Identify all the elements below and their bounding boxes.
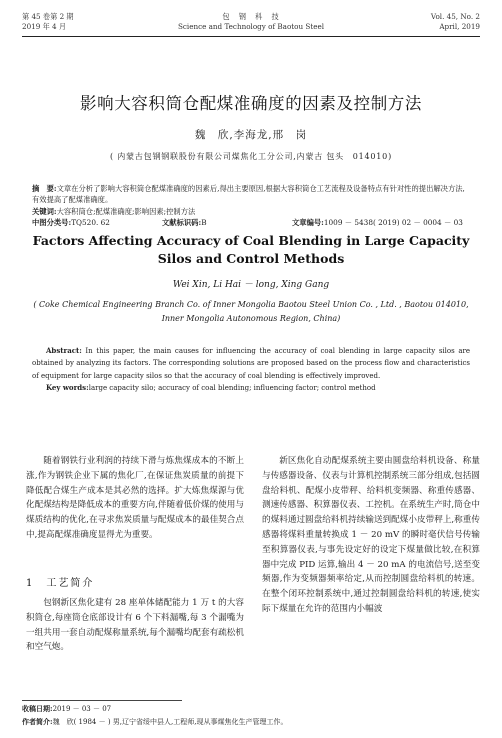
paper-title-en-line2: Silos and Control Methods — [157, 251, 345, 266]
paper-title-en-line1: Factors Affecting Accuracy of Coal Blending in Large Capacity — [32, 233, 470, 248]
paper-title-en — [0, 232, 502, 268]
section-heading-1: 1 工艺简介 — [26, 578, 95, 589]
abstract-cn-label: 摘 要: — [32, 184, 57, 193]
received-value: 2019 － 03 － 07 — [52, 705, 112, 713]
keywords-cn — [32, 206, 470, 217]
right-column-paragraph — [262, 454, 480, 617]
abstract-en-label: Abstract: — [46, 346, 82, 355]
doc-code-label: 文献标识码: — [162, 218, 202, 227]
keywords-en-text: large capacity silo; accuracy of coal blending; influencing factor; control method — [88, 383, 376, 392]
abstract-cn-text: 文章在分析了影响大容积筒仓配煤准确度的因素后,得出主要原因,根据大容积筒仓工艺流程及设备特点有针对性的提出解决方法,有效提高了配煤准确度。 — [32, 184, 465, 205]
affiliation-cn: ( 内蒙古包钢钢联股份有限公司煤焦化工分公司,内蒙古 包头 014010) — [109, 152, 392, 161]
affiliation-en — [24, 298, 478, 326]
keywords-en-label: Key words: — [46, 382, 89, 392]
running-header-center — [0, 12, 502, 32]
author-bio-label: 作者简介: — [22, 717, 53, 726]
intro-paragraph — [26, 454, 244, 543]
doc-code-value: B — [201, 218, 207, 227]
classification-row — [32, 217, 470, 228]
right-column-text: 新区焦化自动配煤系统主要由圆盘给料机设备、称量与传感器设备、仪表与计算机控制系统三部分组成,包括圆盘给料机、配煤小皮带秤、给料机变频器、称重传感器、测速传感器、积算器仪表、工控机。在系统生产时,筒仓中的煤料通过圆盘给料机持续输送到配煤小皮带秤上,称重传感器将煤料重量转换成 1 － 20 mV 的瞬时毫伏信号传输至积算器仪表,与事先设定好的设定下煤量做比较,在积算器中完成 PID 运算,输出 4 － 20 mA 的电流信号,送至变频器,作为变频器频率给定,从而控制圆盘给料机的转速。在整个闭环控制系统中,通过控制圆盘给料机的转速,使实际下煤量在允许的范围内小幅波 — [262, 456, 480, 614]
abstract-en — [32, 345, 470, 394]
section1-paragraph — [26, 596, 244, 655]
publication-date-cn: 2019 年 4 月 — [22, 22, 67, 31]
received-date — [22, 704, 111, 714]
volume-issue: 第 45 卷第 2 期 — [22, 12, 74, 21]
keywords-cn-label: 关键词: — [32, 207, 57, 216]
clc-label: 中图分类号: — [32, 218, 72, 227]
authors-cn: 魏 欣,李海龙,邢 岗 — [194, 129, 308, 141]
article-no-value: 1009 － 5438( 2019) 02 － 0004 － 03 — [323, 218, 463, 227]
author-bio-value: 魏 欣( 1984 － ) 男,辽宁省绥中县人,工程师,现从事煤焦化生产管理工作。 — [52, 718, 288, 726]
abstract-en-text: In this paper, the main causes for influencing the accuracy of coal blending in large capacity silos are obtained by analyzing its factors. The corresponding solutions are proposed based on the process flow and characteristics of equipment for large capacity silos so that the accuracy of coal blending is effectively improved. — [32, 347, 470, 380]
abstract-cn — [32, 183, 470, 205]
paper-title-cn: 影响大容积筒仓配煤准确度的因素及控制方法 — [80, 94, 422, 113]
footnote-rule — [22, 700, 182, 701]
keywords-cn-text: 大容积筒仓;配煤准确度;影响因素;控制方法 — [56, 207, 196, 216]
clc-value: TQ520. 62 — [71, 218, 110, 227]
author-bio — [22, 717, 287, 727]
section1-text: 包钢新区焦化建有 28 座单体储配能力 1 万 t 的大容积筒仓,每座筒仓底部设计有 6 个下料漏嘴,每 3 个漏嘴为一组共用一套自动配煤称量系统,每个漏嘴均配套有疏松机和空气炮。 — [26, 598, 244, 653]
volume-issue-en: Vol. 45, No. 2 — [430, 12, 480, 21]
affiliation-en-line2: Inner Mongolia Autonomous Region, China) — [161, 314, 341, 323]
publication-date-en: April, 2019 — [439, 22, 480, 31]
article-no-label: 文章编号: — [292, 218, 324, 227]
journal-name-en: Science and Technology of Baotou Steel — [177, 22, 325, 31]
affiliation-en-line1: ( Coke Chemical Engineering Branch Co. of Inner Mongolia Baotou Steel Union Co. , Ltd. , Baotou 014010, — [33, 300, 469, 309]
intro-text: 随着钢铁行业利润的持续下滑与炼焦煤成本的不断上涨,作为钢铁企业下属的焦化厂,在保证焦炭质量的前提下降低配合煤生产成本是其必然的选择。扩大炼焦煤源与优化配煤结构是降低成本的重要方向,伴随着低价煤的使用与煤质结构的优化,在寻求焦炭质量与配煤成本的最佳契合点中,提高配煤准确度显得尤为重要。 — [26, 456, 244, 540]
authors-en: Wei Xin, Li Hai － long, Xing Gang — [172, 280, 330, 290]
header-rule — [22, 36, 480, 37]
received-label: 收稿日期: — [22, 704, 53, 713]
journal-name-cn: 包 钢 科 技 — [222, 12, 280, 21]
running-header-right — [431, 12, 480, 32]
